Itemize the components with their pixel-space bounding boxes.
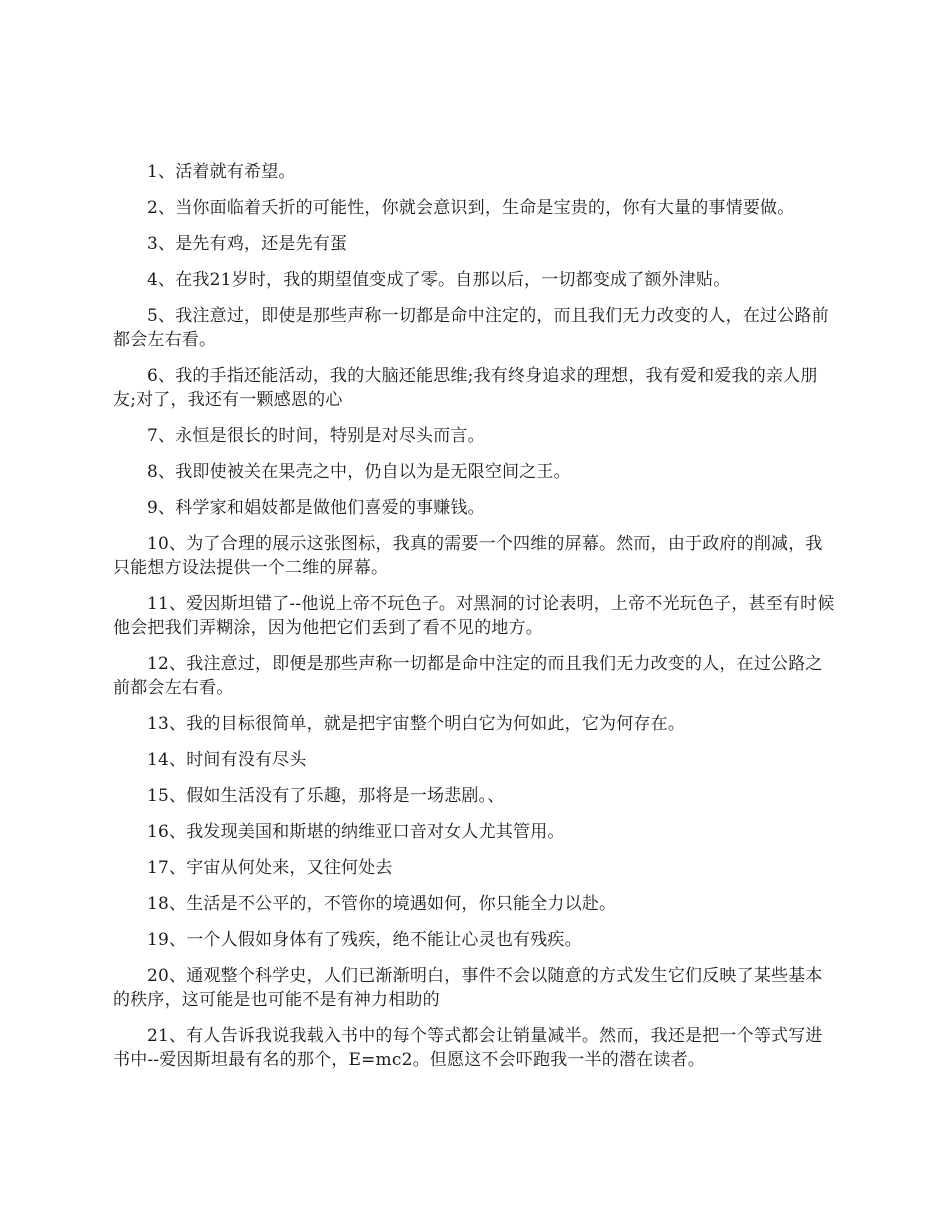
paragraph-13: 13、我的目标很简单，就是把宇宙整个明白它为何如此，它为何存在。 <box>147 714 686 734</box>
paragraph-3: 3、是先有鸡，还是先有蛋 <box>147 234 348 254</box>
paragraph-6: 6、我的手指还能活动，我的大脑还能思维;我有终身追求的理想，我有爱和爱我的亲人朋友;对了，我还有一颗感恩的心 <box>113 366 818 410</box>
paragraph-15: 15、假如生活没有了乐趣，那将是一场悲剧。、 <box>147 786 505 806</box>
paragraph-14: 14、时间有没有尽头 <box>147 750 307 770</box>
paragraph-17: 17、宇宙从何处来，又往何处去 <box>147 858 393 878</box>
paragraph-9: 9、科学家和娼妓都是做他们喜爱的事赚钱。 <box>147 498 485 518</box>
paragraph-7: 7、永恒是很长的时间，特别是对尽头而言。 <box>147 426 485 446</box>
paragraph-19: 19、一个人假如身体有了残疾，绝不能让心灵也有残疾。 <box>147 930 582 950</box>
paragraph-8: 8、我即使被关在果壳之中，仍自以为是无限空间之王。 <box>147 462 571 482</box>
paragraph-11: 11、爱因斯坦错了--他说上帝不玩色子。对黑洞的讨论表明，上帝不光玩色子，甚至有时候他会把我们弄糊涂，因为他把它们丢到了看不见的地方。 <box>113 594 835 638</box>
paragraph-18: 18、生活是不公平的，不管你的境遇如何，你只能全力以赴。 <box>147 894 617 914</box>
paragraph-12: 12、我注意过，即便是那些声称一切都是命中注定的而且我们无力改变的人，在过公路之前都会左右看。 <box>113 654 823 698</box>
document-body <box>113 160 835 1084</box>
paragraph-21: 21、有人告诉我说我载入书中的每个等式都会让销量减半。然而，我还是把一个等式写进书中--爱因斯坦最有名的那个，E=mc2。但愿这不会吓跑我一半的潜在读者。 <box>113 1026 823 1070</box>
paragraph-1: 1、活着就有希望。 <box>147 162 296 182</box>
paragraph-10: 10、为了合理的展示这张图标，我真的需要一个四维的屏幕。然而，由于政府的削减，我只能想方设法提供一个二维的屏幕。 <box>113 534 823 578</box>
paragraph-2: 2、当你面临着夭折的可能性，你就会意识到，生命是宝贵的，你有大量的事情要做。 <box>147 198 795 218</box>
paragraph-5: 5、我注意过，即使是那些声称一切都是命中注定的，而且我们无力改变的人，在过公路前都会左右看。 <box>113 306 829 350</box>
paragraph-16: 16、我发现美国和斯堪的纳维亚口音对女人尤其管用。 <box>147 822 565 842</box>
paragraph-4: 4、在我21岁时，我的期望值变成了零。自那以后，一切都变成了额外津贴。 <box>147 270 731 290</box>
paragraph-20: 20、通观整个科学史，人们已渐渐明白，事件不会以随意的方式发生它们反映了某些基本的秩序，这可能是也可能不是有神力相助的 <box>113 966 823 1010</box>
